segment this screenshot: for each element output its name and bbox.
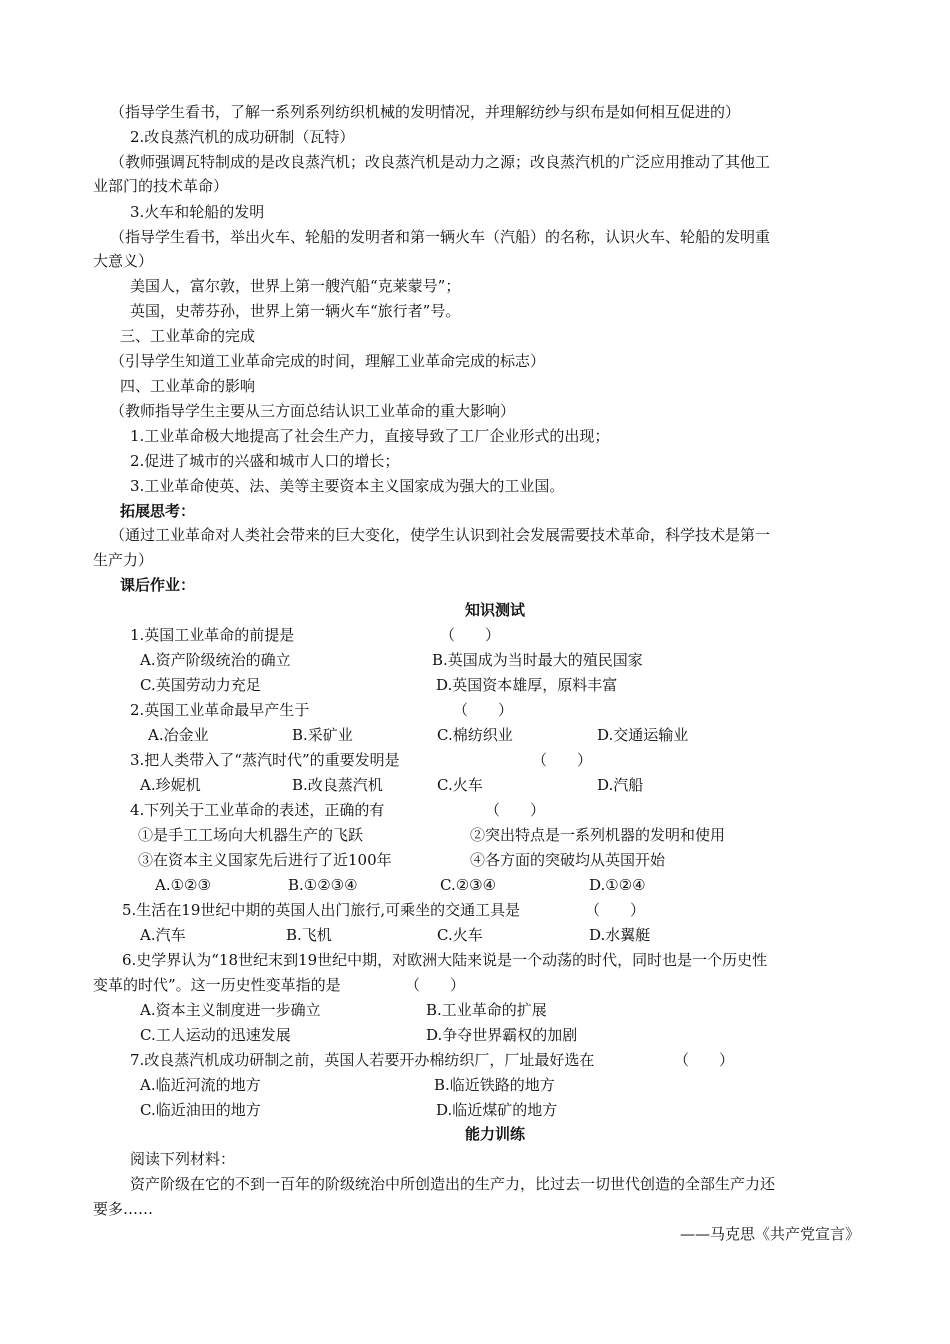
paragraph: （通过工业革命对人类社会带来的巨大变化，使学生认识到社会发展需要技术革命，科学技术是第一	[110, 526, 771, 544]
section-title: 知识测试	[464, 601, 525, 619]
option: C.棉纺织业	[437, 726, 513, 744]
question: 变革的时代”。这一历史性变革指的是	[93, 976, 341, 994]
question: 1.英国工业革命的前提是	[130, 626, 295, 644]
section-title: 能力训练	[464, 1125, 525, 1143]
section-heading: 拓展思考：	[120, 502, 196, 520]
quotation: 要多……	[93, 1200, 154, 1218]
option: B.工业革命的扩展	[426, 1001, 547, 1019]
option: A.临近河流的地方	[140, 1076, 261, 1094]
section-heading: 3.火车和轮船的发明	[130, 203, 265, 221]
answer-blank: （ ）	[440, 626, 501, 644]
option: C.②③④	[440, 876, 497, 894]
paragraph: 1.工业革命极大地提高了社会生产力，直接导致了工厂企业形式的出现；	[130, 427, 610, 445]
option: A.①②③	[155, 876, 211, 894]
option: D.交通运输业	[597, 726, 689, 744]
paragraph: 3.工业革命使英、法、美等主要资本主义国家成为强大的工业国。	[130, 477, 565, 495]
question: 3.把人类带入了“蒸汽时代”的重要发明是	[130, 751, 400, 769]
paragraph: 美国人，富尔敦，世界上第一艘汽船“克莱蒙号”；	[130, 277, 461, 295]
paragraph: 阅读下列材料：	[130, 1150, 236, 1168]
answer-blank: （ ）	[485, 801, 546, 819]
paragraph: （指导学生看书，举出火车、轮船的发明者和第一辆火车（汽船）的名称，认识火车、轮船的发明重	[110, 228, 771, 246]
option: B.临近铁路的地方	[434, 1076, 555, 1094]
option: D.临近煤矿的地方	[436, 1101, 558, 1119]
paragraph: 大意义）	[93, 252, 154, 270]
paragraph: （引导学生知道工业革命完成的时间，理解工业革命完成的标志）	[110, 352, 546, 370]
question: 6.史学界认为“18世纪末到19世纪中期，对欧洲大陆来说是一个动荡的时代，同时也是一个历史性	[122, 951, 768, 969]
answer-blank: （ ）	[532, 751, 593, 769]
statement: ④各方面的突破均从英国开始	[470, 851, 666, 869]
option: A.珍妮机	[140, 776, 201, 794]
statement: ③在资本主义国家先后进行了近100年	[138, 851, 392, 869]
section-heading: 2.改良蒸汽机的成功研制（瓦特）	[130, 128, 355, 146]
answer-blank: （ ）	[453, 701, 514, 719]
quotation-source: ——马克思《共产党宣言》	[679, 1225, 860, 1243]
option: C.临近油田的地方	[140, 1101, 261, 1119]
option: C.火车	[437, 926, 483, 944]
option: D.水翼艇	[589, 926, 651, 944]
section-heading: 四、工业革命的影响	[120, 377, 256, 395]
answer-blank: （ ）	[674, 1051, 735, 1069]
option: C.英国劳动力充足	[140, 676, 261, 694]
answer-blank: （ ）	[585, 901, 646, 919]
paragraph: （教师指导学生主要从三方面总结认识工业革命的重大影响）	[110, 402, 516, 420]
statement: ①是手工工场向大机器生产的飞跃	[138, 826, 364, 844]
option: D.争夺世界霸权的加剧	[426, 1026, 578, 1044]
answer-blank: （ ）	[405, 976, 466, 994]
paragraph: 生产力）	[93, 551, 154, 569]
option: D.英国资本雄厚，原料丰富	[436, 676, 618, 694]
option: B.英国成为当时最大的殖民国家	[432, 651, 643, 669]
option: B.改良蒸汽机	[292, 776, 383, 794]
quotation: 资产阶级在它的不到一百年的阶级统治中所创造出的生产力，比过去一切世代创造的全部生产力还	[130, 1175, 776, 1193]
paragraph: 2.促进了城市的兴盛和城市人口的增长；	[130, 452, 400, 470]
paragraph: （教师强调瓦特制成的是改良蒸汽机；改良蒸汽机是动力之源；改良蒸汽机的广泛应用推动了其他工	[110, 153, 771, 171]
option: A.冶金业	[148, 726, 209, 744]
option: A.资本主义制度进一步确立	[140, 1001, 321, 1019]
option: D.汽船	[597, 776, 644, 794]
option: A.资产阶级统治的确立	[140, 651, 291, 669]
option: C.工人运动的迅速发展	[140, 1026, 291, 1044]
option: C.火车	[437, 776, 483, 794]
section-heading: 课后作业：	[120, 576, 196, 594]
question: 2.英国工业革命最早产生于	[130, 701, 310, 719]
option: B.①②③④	[288, 876, 358, 894]
option: B.采矿业	[292, 726, 353, 744]
option: D.①②④	[589, 876, 646, 894]
question: 7.改良蒸汽机成功研制之前，英国人若要开办棉纺织厂，厂址最好选在	[130, 1051, 595, 1069]
paragraph: （指导学生看书，了解一系列系列纺织机械的发明情况，并理解纺纱与织布是如何相互促进的）	[110, 103, 741, 121]
option: B.飞机	[286, 926, 332, 944]
option: A.汽车	[140, 926, 186, 944]
statement: ②突出特点是一系列机器的发明和使用	[470, 826, 726, 844]
paragraph: 英国，史蒂芬孙，世界上第一辆火车“旅行者”号。	[130, 302, 461, 320]
question: 5.生活在19世纪中期的英国人出门旅行,可乘坐的交通工具是	[122, 901, 521, 919]
question: 4.下列关于工业革命的表述，正确的有	[130, 801, 385, 819]
section-heading: 三、工业革命的完成	[120, 327, 256, 345]
paragraph: 业部门的技术革命）	[93, 177, 229, 195]
